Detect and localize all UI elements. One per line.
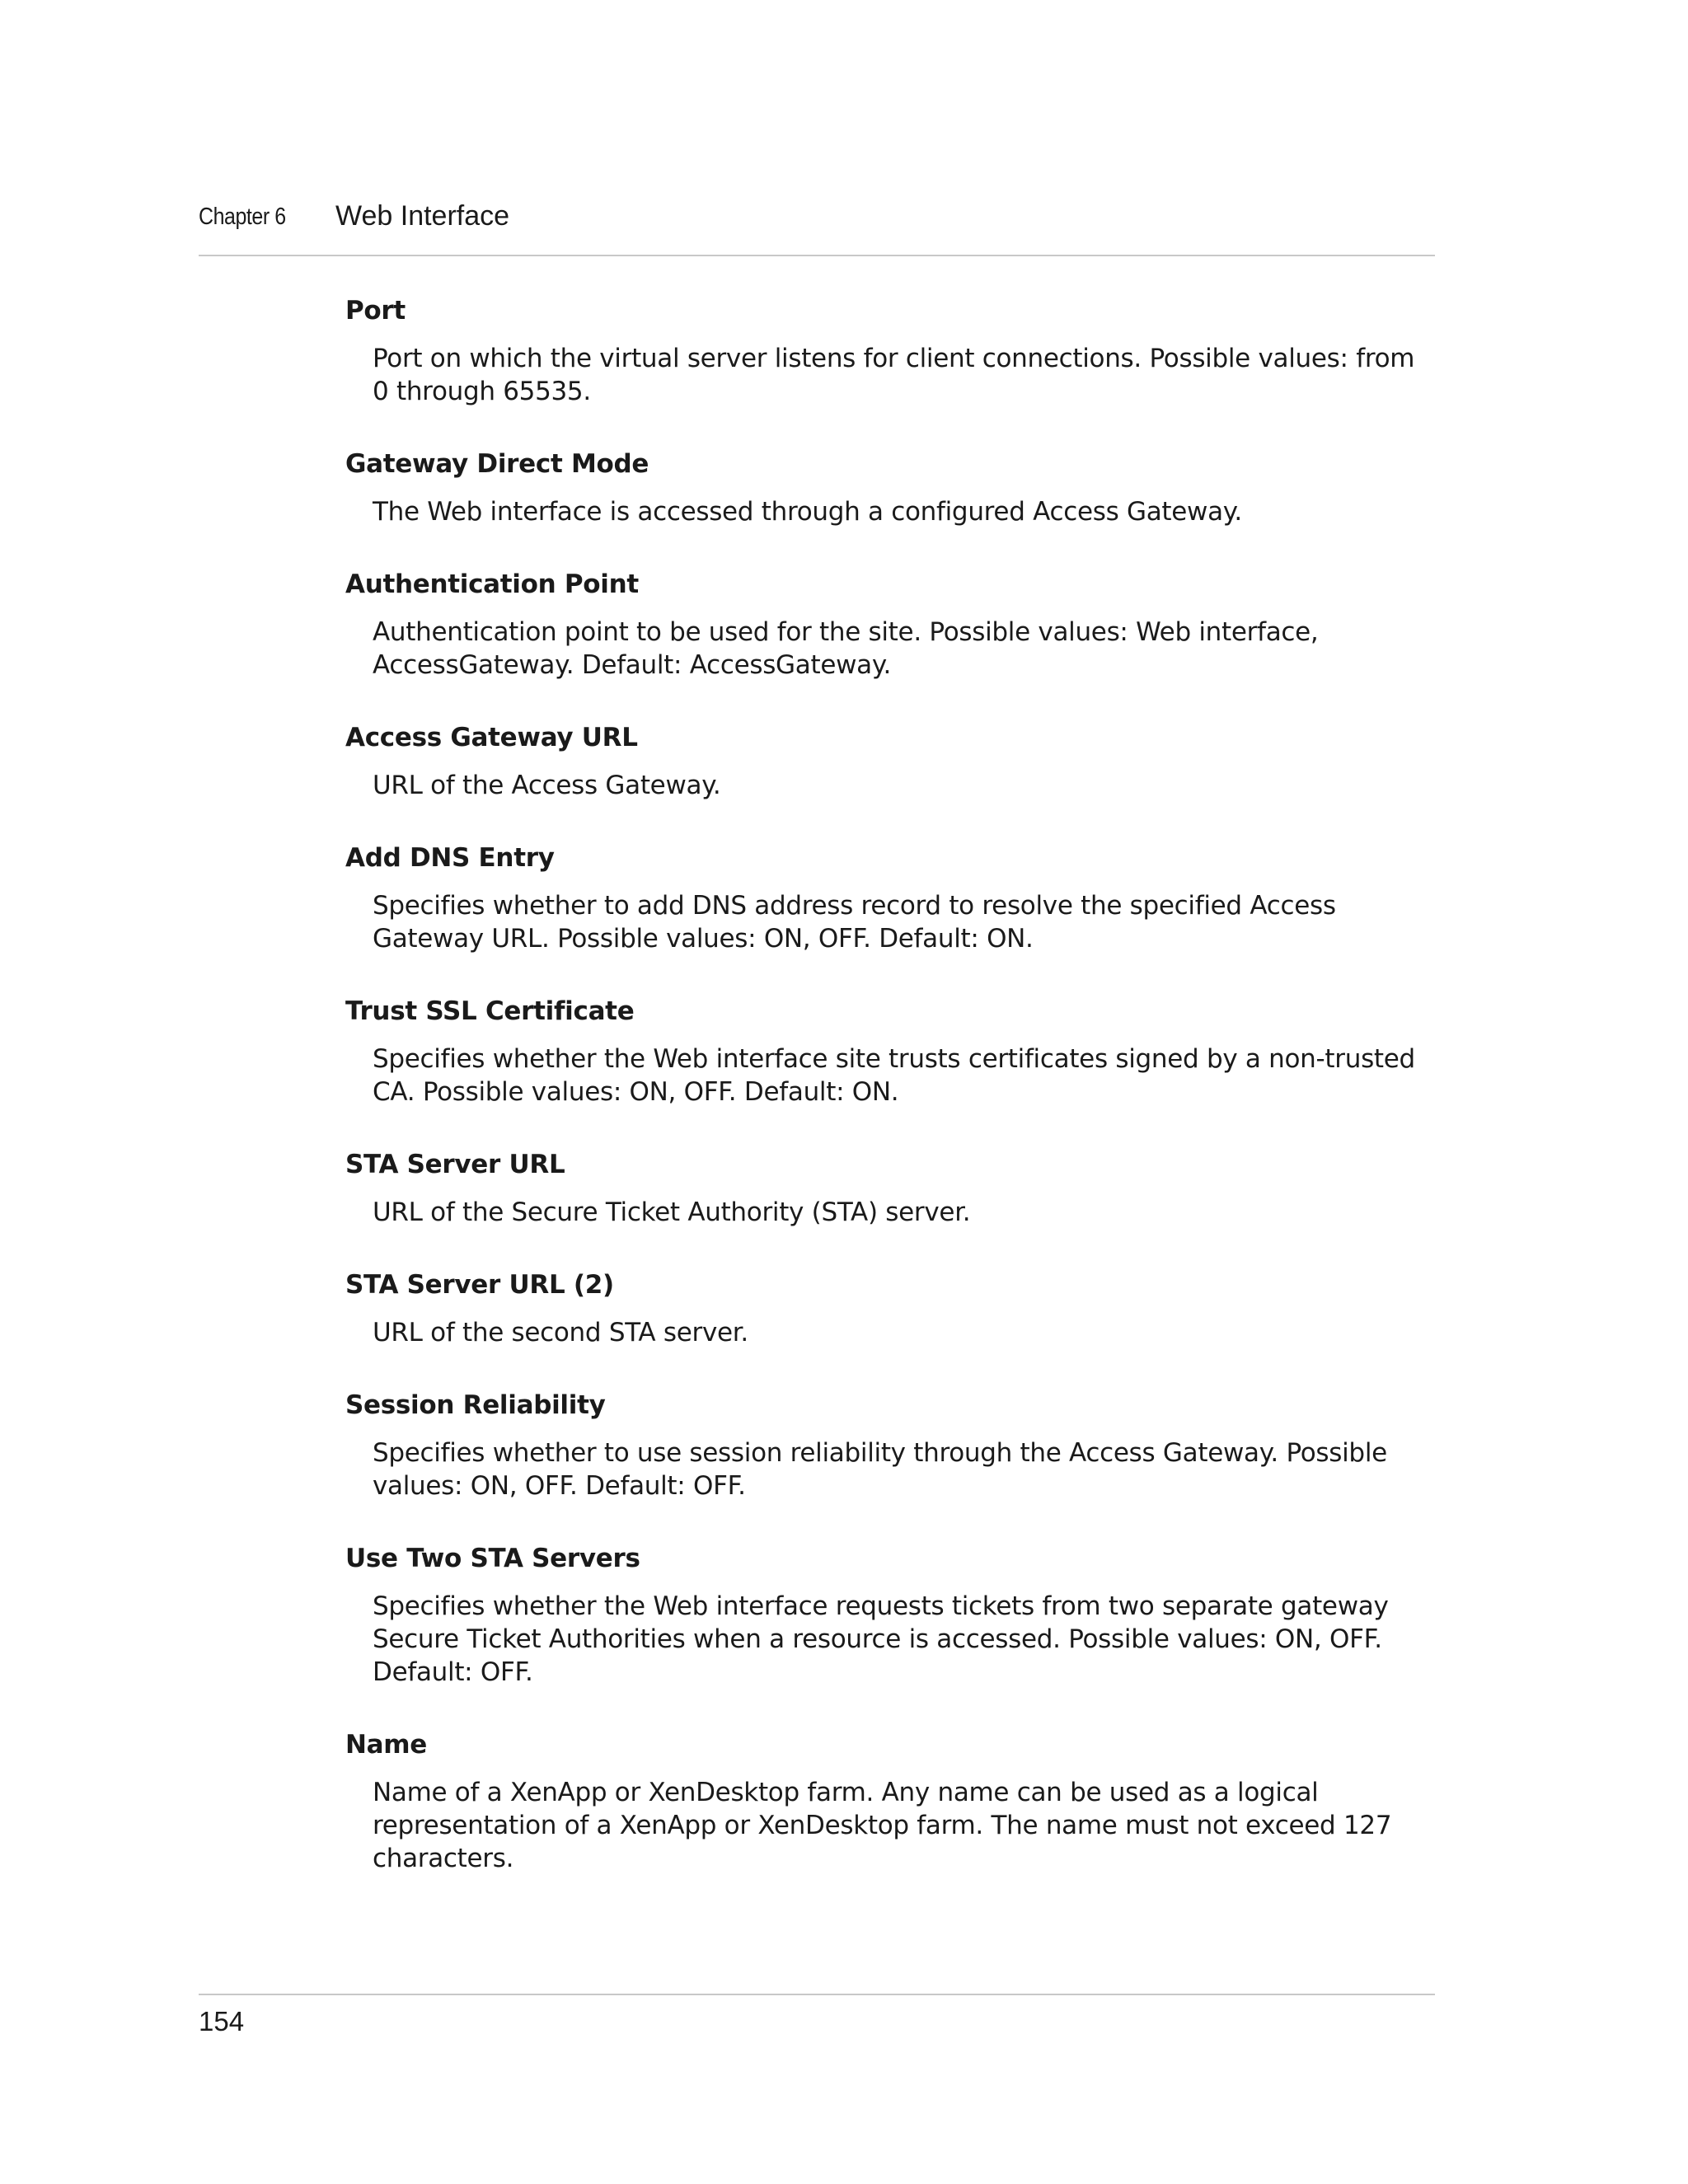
chapter-label: Chapter 6: [199, 204, 286, 230]
term-heading: Authentication Point: [345, 569, 639, 599]
term-heading: Gateway Direct Mode: [345, 449, 649, 479]
term-description: Authentication point to be used for the site. Possible values: Web interface, AccessGateway. Default: AccessGateway.: [373, 617, 1319, 680]
term-description: URL of the Secure Ticket Authority (STA) server.: [373, 1197, 971, 1227]
term-description: Port on which the virtual server listens for client connections. Possible values: from 0 through 65535.: [373, 344, 1415, 406]
definition-list: [345, 293, 1433, 1913]
header-rule: [199, 255, 1435, 256]
footer-rule: [199, 1994, 1435, 1995]
term-heading: Name: [345, 1730, 427, 1760]
term-description: URL of the second STA server.: [373, 1318, 748, 1347]
definition-entry-session-reliability: [345, 1387, 1433, 1502]
definition-entry-gateway-direct-mode: [345, 446, 1433, 528]
definition-entry-access-gateway-url: [345, 719, 1433, 802]
page-number: 154: [199, 2006, 245, 2036]
definition-entry-add-dns-entry: [345, 840, 1433, 955]
definition-entry-port: [345, 293, 1433, 408]
definition-entry-sta-server-url-2: [345, 1267, 1433, 1349]
term-heading: Add DNS Entry: [345, 843, 555, 873]
term-heading: Access Gateway URL: [345, 723, 638, 752]
term-description: URL of the Access Gateway.: [373, 771, 721, 800]
term-description: Specifies whether to add DNS address record to resolve the specified Access Gateway URL. Possible values: ON, OFF. Default: ON.: [373, 891, 1336, 954]
definition-entry-sta-server-url: [345, 1146, 1433, 1229]
definition-entry-name: [345, 1727, 1433, 1875]
definition-entry-trust-ssl-certificate: [345, 993, 1433, 1108]
definition-entry-use-two-sta-servers: [345, 1540, 1433, 1689]
term-heading: Trust SSL Certificate: [345, 996, 635, 1026]
term-heading: Port: [345, 296, 406, 326]
term-description: Name of a XenApp or XenDesktop farm. Any name can be used as a logical representation of a XenApp or XenDesktop farm. The name must not exceed 127 characters.: [373, 1778, 1392, 1873]
term-description: The Web interface is accessed through a configured Access Gateway.: [373, 497, 1242, 527]
running-header: [199, 200, 1435, 233]
term-description: Specifies whether to use session reliability through the Access Gateway. Possible values: ON, OFF. Default: OFF.: [373, 1438, 1387, 1501]
term-description: Specifies whether the Web interface site trusts certificates signed by a non-trusted CA. Possible values: ON, OFF. Default: ON.: [373, 1044, 1415, 1107]
term-heading: Session Reliability: [345, 1390, 606, 1420]
term-heading: STA Server URL (2): [345, 1270, 614, 1300]
definition-entry-authentication-point: [345, 566, 1433, 682]
term-description: Specifies whether the Web interface requests tickets from two separate gateway Secure Ticket Authorities when a resource is accessed. Possible values: ON, OFF. Default: OFF.: [373, 1591, 1389, 1687]
term-heading: Use Two STA Servers: [345, 1544, 640, 1573]
section-title: Web Interface: [335, 200, 510, 232]
term-heading: STA Server URL: [345, 1150, 565, 1179]
